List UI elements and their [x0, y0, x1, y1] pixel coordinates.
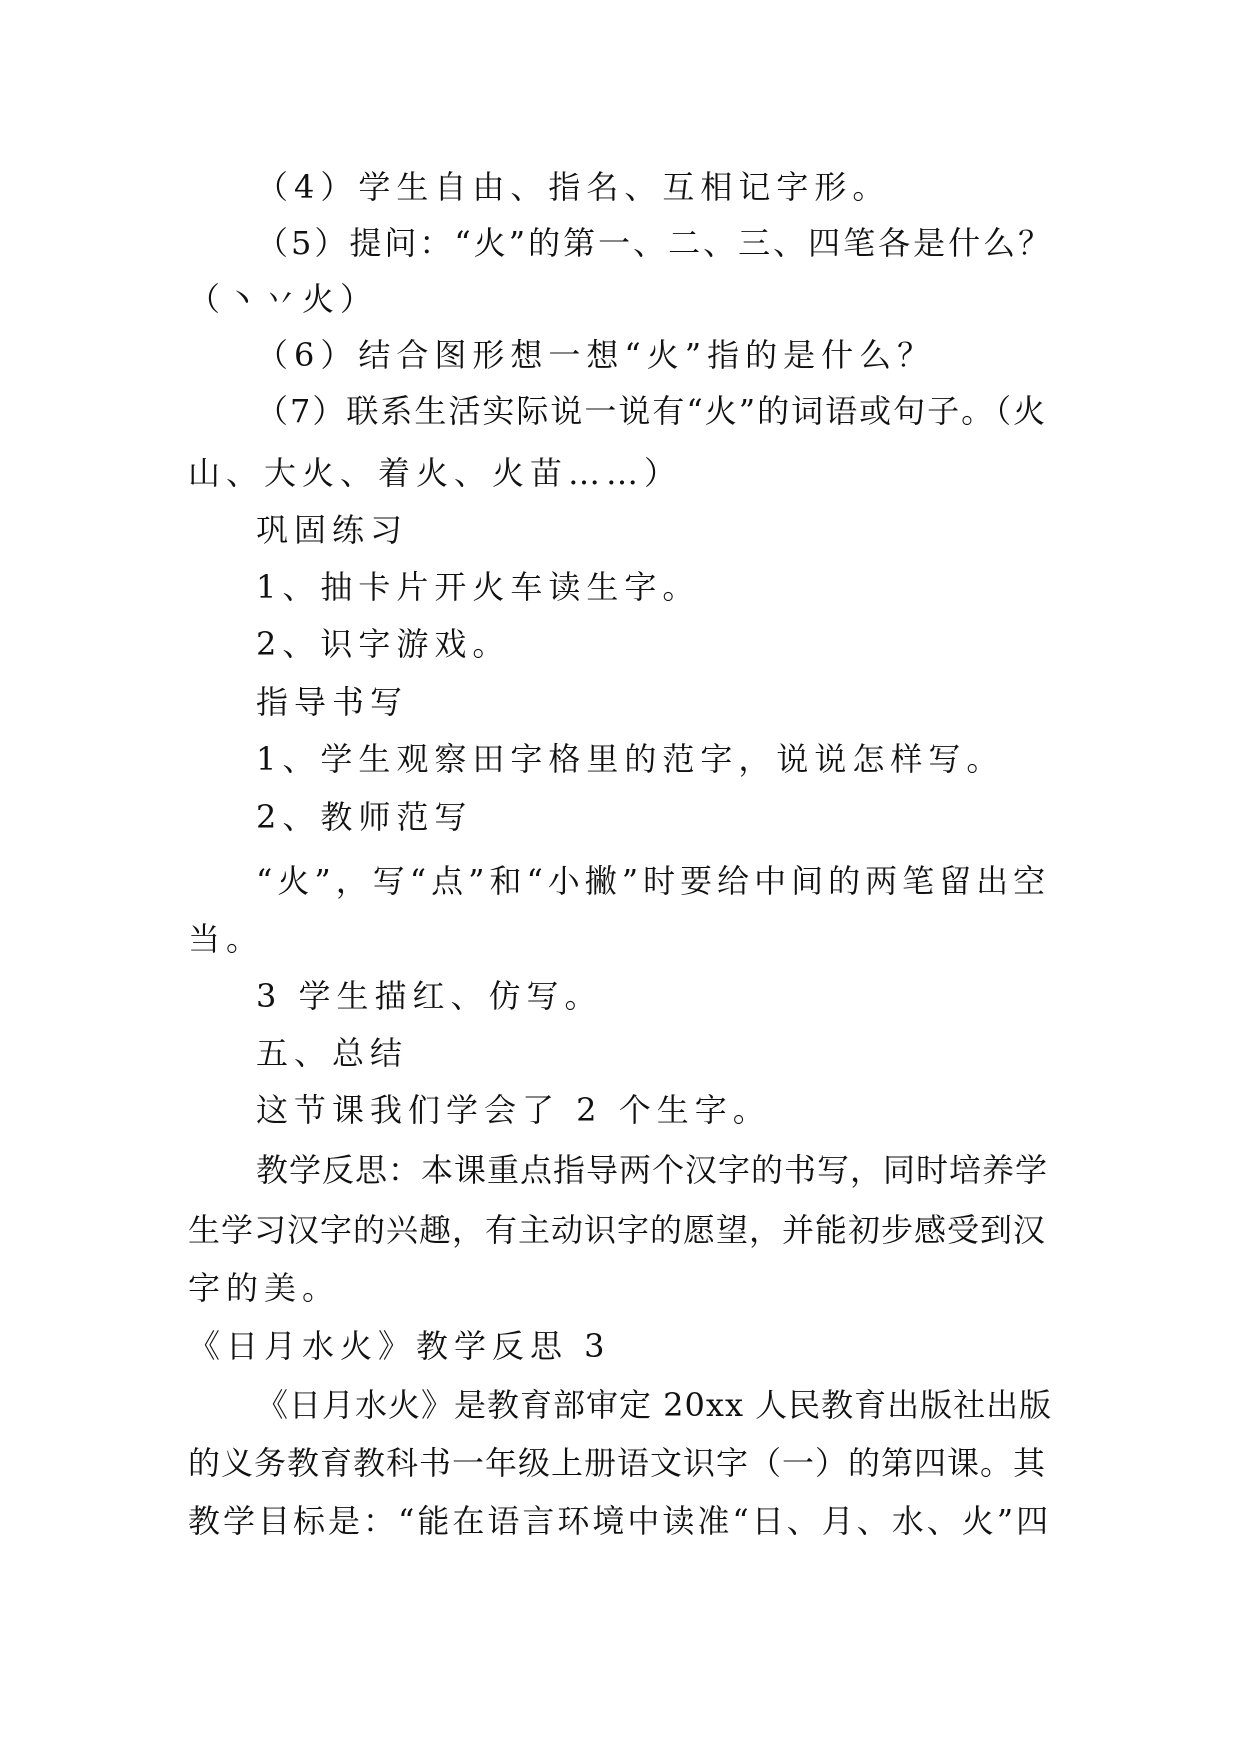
text-line: （5）提问：“火”的第一、二、三、四笔各是什么？	[256, 224, 1054, 262]
text-line: 教学目标是：“能在语言环境中读准“日、月、水、火”四	[188, 1502, 1052, 1540]
text-line: （丶丷火）	[188, 280, 379, 318]
text-line: 1、学生观察田字格里的范字，说说怎样写。	[256, 740, 1005, 778]
text-line: （6）结合图形想一想“火”指的是什么？	[256, 336, 936, 374]
text-line: 的义务教育教科书一年级上册语文识字（一）的第四课。其	[188, 1444, 1047, 1482]
text-line: 这节课我们学会了 2 个生字。	[256, 1091, 771, 1129]
text-line: 1、抽卡片开火车读生字。	[256, 568, 701, 606]
text-line: 当。	[188, 920, 265, 958]
text-line: （7）联系生活实际说一说有“火”的词语或句子。（火	[256, 392, 1048, 430]
text-line: （4）学生自由、指名、互相记字形。	[256, 168, 891, 206]
text-line: 山、大火、着火、火苗……）	[188, 454, 683, 492]
text-line: “火”，写“点”和“小撇”时要给中间的两笔留出空	[256, 862, 1051, 900]
text-line: 《日月水火》是教育部审定 20xx 人民教育出版社出版	[256, 1386, 1053, 1424]
section-heading: 指导书写	[256, 683, 409, 721]
text-line: 教学反思：本课重点指导两个汉字的书写，同时培养学	[256, 1151, 1049, 1189]
text-line: 字的美。	[188, 1269, 341, 1307]
text-line: 3 学生描红、仿写。	[256, 977, 603, 1015]
text-line: 2、教师范写	[256, 798, 473, 836]
section-heading: 五、总结	[256, 1034, 409, 1072]
text-line: 生学习汉字的兴趣，有主动识字的愿望，并能初步感受到汉	[188, 1211, 1047, 1249]
article-title: 《日月水火》教学反思 3	[188, 1327, 611, 1365]
text-line: 2、识字游戏。	[256, 625, 511, 663]
section-heading: 巩固练习	[256, 511, 409, 549]
